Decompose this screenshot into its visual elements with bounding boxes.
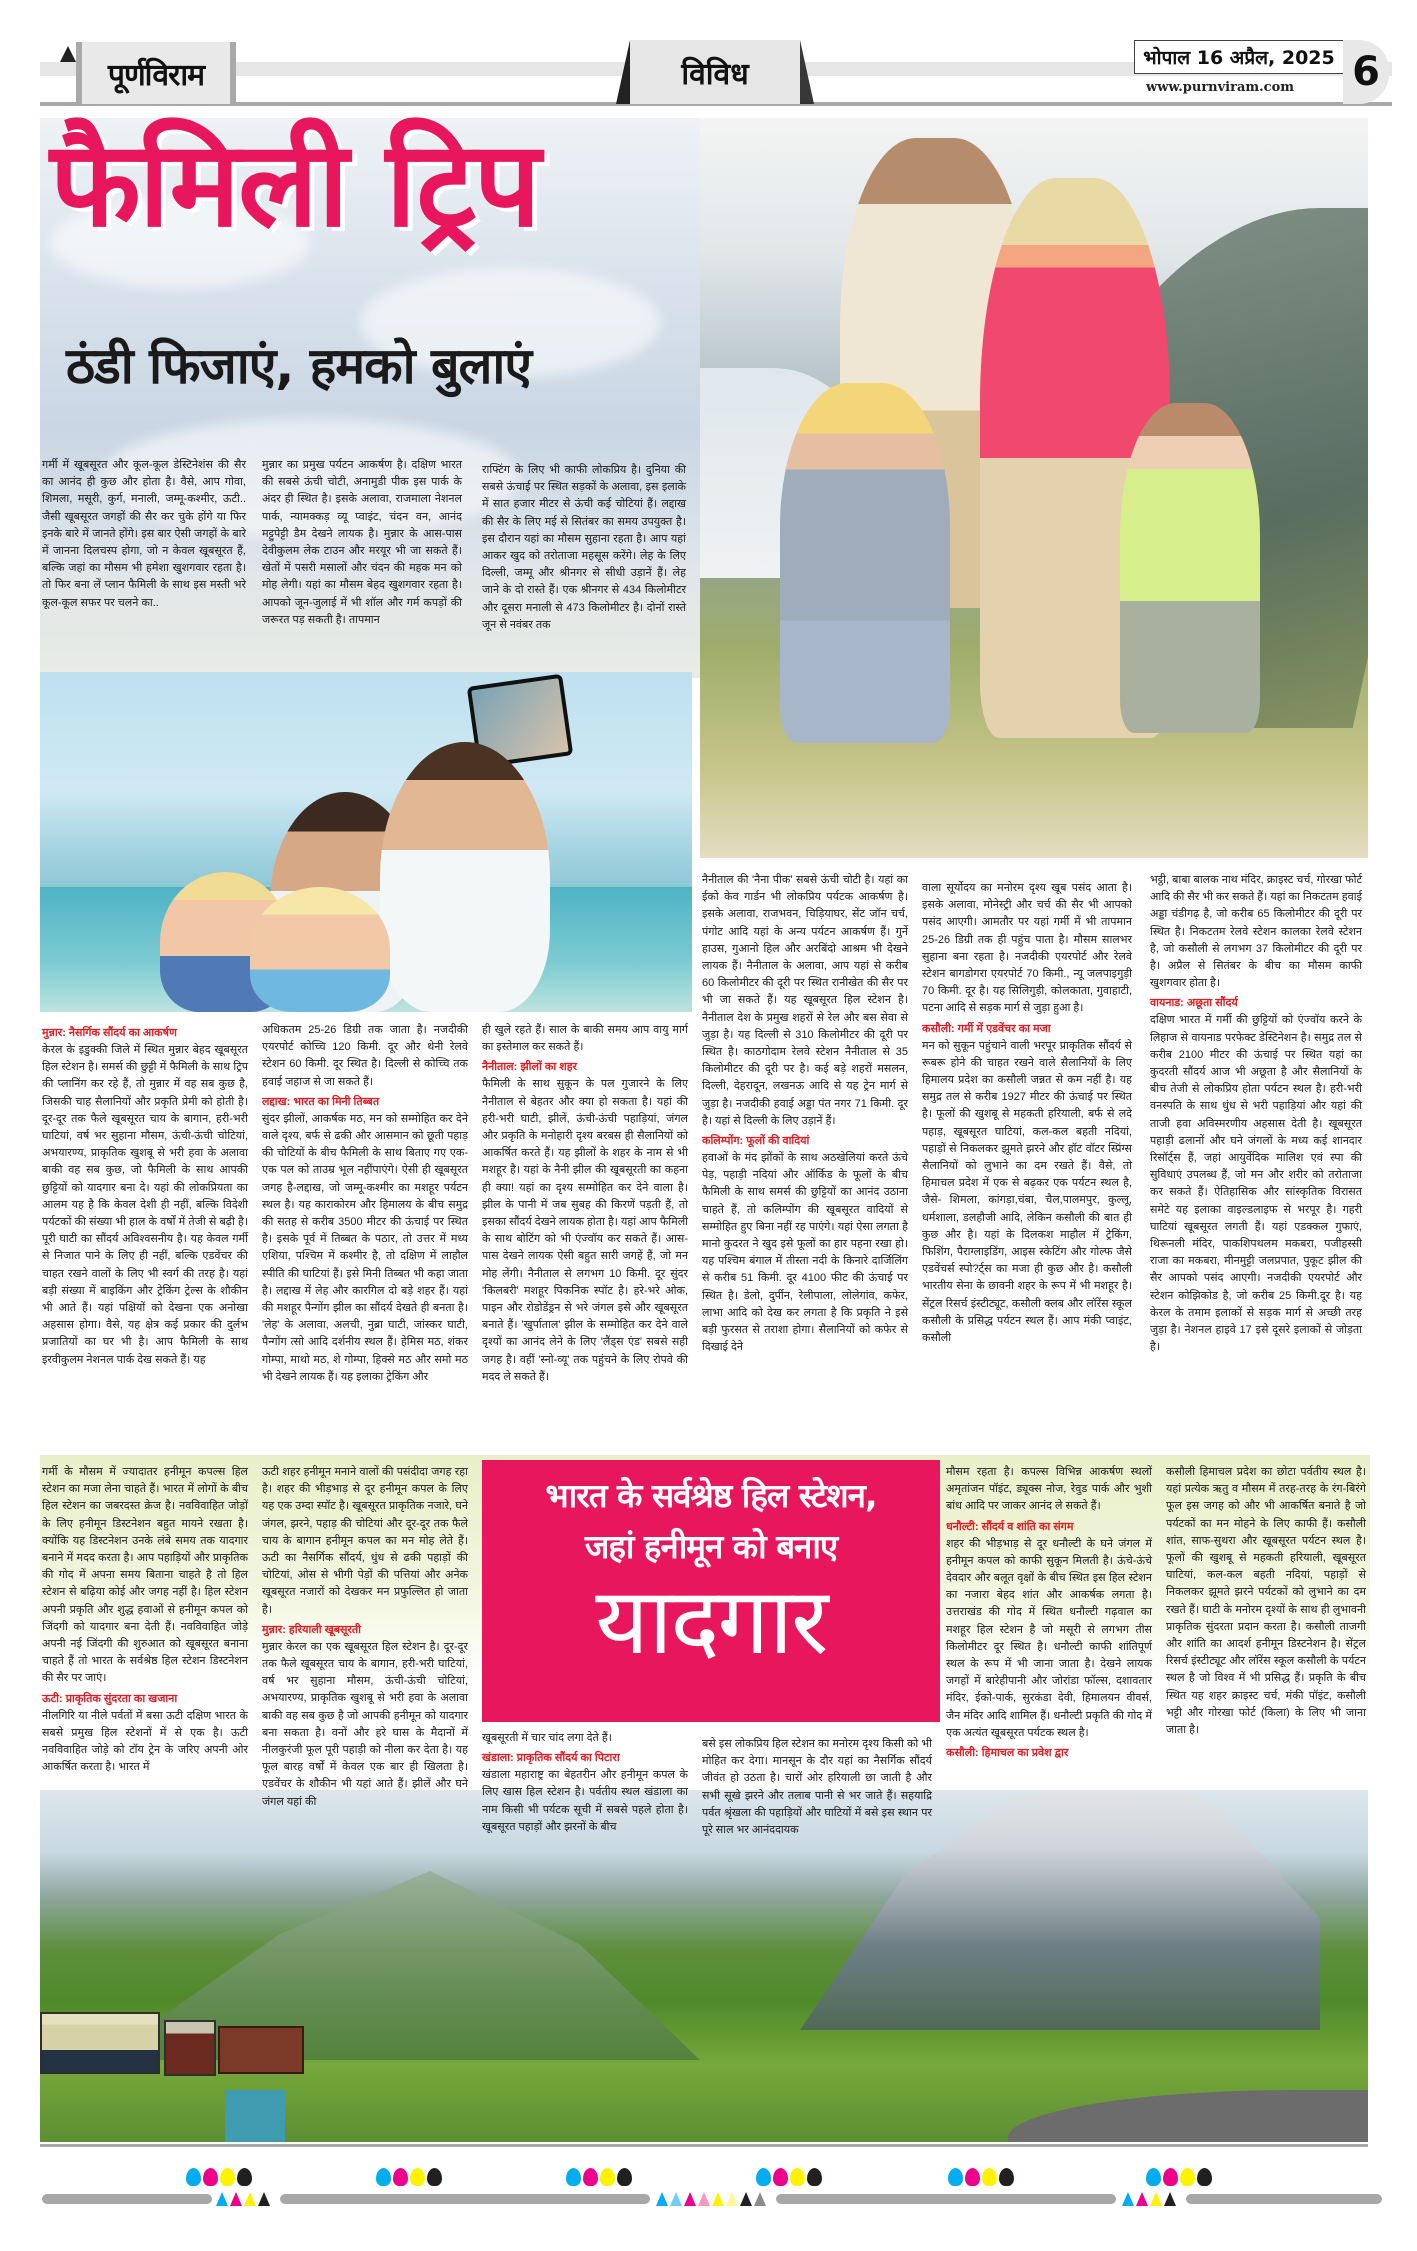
honeymoon-column-6 [1166,1464,1366,1739]
section-subhead: खंडाला: प्राकृतिक सौंदर्य का पिटारा [482,1752,620,1765]
section-subhead: वायनाड: अछूता सौंदर्य [1150,997,1238,1010]
body-paragraph: फैमिली के साथ सुकून के पल गुजारने के लिए नैनीताल से बेहतर और क्या हो सकता है। यहां की हरी-भरी घाटी, झीलें, ऊंची-ऊंची पहाड़ियां, जंगल और प्रकृति के मनोहारी दृश्य बरबस ही सैलानियों को आकर्षित करते हैं। यह झीलों के शहर के नाम से भी मशहूर है। यहां के नैनी झील की खूबसूरती का कहना ही क्या! यहां का दृश्य सम्मोहित कर देने वाला है। झील के पानी में जब सुबह की किरणें पड़ती हैं, तो इसका सौंदर्य देखने लायक होता है। यहां आप फैमिली के साथ बोटिंग को भी एंज्वॉय कर सकते हैं। आस-पास देखने लायक ऐसी बहुत सारी जगहें हैं, जो मन मोह लेंगी। नैनीताल से लगभग 10 किमी. दूर सुंदर 'किलबरी' मशहूर पिकनिक स्पॉट है। हरे-भरे ओक, पाइन और रोडोडेंड्रन से भरे जंगल इसे और खूबसूरत बनाते हैं। 'खुर्पाताल' झील के सम्मोहित कर देने वाले दृश्यों का आनंद लेने के लिए 'लैंड्स एंड' सबसे सही जगह है। वहीं 'स्नो-व्यू' तक पहुंचने के लिए रोपवे की मदद ले सकते हैं। [482,1078,688,1383]
body-paragraph: गर्मी के मौसम में ज्यादातर हनीमून कपल्स हिल स्टेशन का मजा लेना चाहते हैं। भारत में लोगों के बीच हिल स्टेशन का जबरदस्त क्रेज है। नवविवाहित जोड़ों के लिए हनीमून डिस्टनेशन बहुत मायने रखता है। क्योंकि यह डिस्टनेशन उनके लंबे समय तक यादगार बनाने में मदद करता है। आप पहाड़ियों और प्राकृतिक की गोद में अपना समय बिताना चाहते है तो हिल स्टेशन से बढ़िया कोई और जगह नहीं है। हिल स्टेशन अपनी प्रकृति और शुद्ध हवाओं से हनीमून कपल को जिंदगी को यादगार बना देती हैं। नवविवाहित जोड़े अपनी नई जिंदगी की शुरुआत को खूबसूरत बनाना चाहते हैं तो भारत के सर्वश्रेष्ठ हिल स्टेशन डिस्टनेशन की सैर पर जाएं। [42,1466,248,1685]
registration-marks [0,2168,1417,2188]
section-subhead: मुन्नार: नैसर्गिक सौंदर्य का आकर्षण [42,1027,177,1039]
body-paragraph: खंडाला महाराष्ट्र का बेहतरीन और हनीमून कपल के लिए खास हिल स्टेशन है। पर्वतीय स्थल खंडाला का नाम किसी भी पर्यटक सूची में सबसे पहले होता है। खूबसूरत पहाड़ों और झरनों के बीच [482,1769,688,1833]
cmyk-triangles [216,2192,270,2206]
body-paragraph: हवाओं के मंद झोंकों के साथ अठखेलियां करते ऊंचे पेड़, पहाड़ी नदियां और ऑर्किड के फूलों के बीच फैमिली के साथ समर्स की छुट्टियों का आनंद उठाना चाहते हैं, तो कलिम्पोंग की खूबसूरत वादियों से सम्मोहित हुए बिना नहीं रह पाएंगे। यहां ऐसा लगता है मानो कुदरत ने खुद इसे फूलों का हार पहना रखा हो। यह पश्चिम बंगाल में तीस्ता नदी के किनारे दार्जिलिंग से करीब 51 किमी. दूर 4100 फीट की ऊंचाई पर स्थित है। डेलो, दुर्पीन, रेलीपाला, लोलेगांव, कफेर, लाभा आदि को देख कर लगता है कि प्रकृति ने इसे बड़ी फुरसत से तराशा होगा। सैलानियों को कफेर से दिखाई देने [702,1152,908,1354]
toy-train-in-photo [40,2012,310,2082]
body-paragraph: सुंदर झीलों, आकर्षक मठ, मन को सम्मोहित कर देने वाले दृश्य, बर्फ से ढकी और आसमान को छूती पहाड़ की चोटियों के बीच फैमिली के साथ बिताए गए एक-एक पल को ताउम्र भूल नहींपाएंगे। ऐसी ही खूबसूरत जगह है-लद्दाख, जो जम्मू-कश्मीर का मशहूर पर्यटन स्थल है। यह काराकोरम और हिमालय के बीच समुद्र की सतह से करीब 3500 मीटर की ऊंचाई पर स्थित है। इसके पूर्व में तिब्बत के पठार, तो उत्तर में मध्य एशिया, पश्चिम में कश्मीर है, तो दक्षिण में लाहौल स्पीति की घाटियां हैं। इसे मिनी तिब्बत भी कहा जाता है। लद्दाख में लेह और कारगिल दो बड़े शहर हैं। यहां की मशहूर पैन्गोंग झील का सौंदर्य देखते ही बनता है। 'लेह' के अलावा, अलची, नुब्रा घाटी, जांस्कर घाटी, पैन्गोंग त्सो आदि दर्शनीय स्थल हैं। हेमिस मठ, शंकर गोम्पा, माथो मठ, शे गोम्पा, हिक्से मठ और समो मठ भी देखने लायक हैं। यह इलाका ट्रेकिंग और [262,1112,468,1383]
honeymoon-column-1 [42,1464,248,1776]
section-label-box [630,40,800,104]
article-column-3 [482,1022,688,1386]
headline: फैमिली ट्रिप [50,115,539,253]
cmyk-dots [948,2168,1014,2186]
photo-figure-boy [780,383,950,743]
family-beach-selfie-photo [40,672,692,1012]
body-paragraph: शहर की भीड़भाड़ से दूर धनौल्टी के घने जंगल में हनीमून कपल को काफी सुकून मिलती है। ऊंचे-ऊंचे देवदार और बलूत वृक्षों के बीच स्थित इस हिल स्टेशन का नजारा बेहद शांत और आकर्षक लगता है। उत्तराखंड की गोद में स्थित धनौल्टी गढ़वाल का मशहूर हिल स्टेशन है जो मसूरी से लगभग तीस किलोमीटर दूर स्थित है। धनौल्टी काफी शांतिपूर्ण स्थल के रूप में भी जाना जाता है। देखने लायक जगहों में बारेहीपानी और जोरांडा फॉल्स, दशावतार मंदिर, ईको-पार्क, सुरकंडा देवी, हिमालयन वीवर्स, जैन मंदिर आदि शामिल हैं। धनौल्टी प्रकृति की गोद में एक अत्यंत खूबसूरत पर्यटक स्थल है। [946,1537,1152,1739]
cmyk-triangles [656,2192,766,2206]
section-subhead: नैनीताल: झीलों का शहर [482,1061,578,1074]
body-paragraph: भट्ठी, बाबा बालक नाथ मंदिर, क्राइस्ट चर्च, गोरखा फोर्ट आदि की सैर भी कर सकते हैं। यहां का निकटतम हवाई अड्डा चंडीगढ़ है, जो करीब 65 किलोमीटर की दूरी पर स्थित है। निकटतम रेलवे स्टेशन कालका रेलवे स्टेशन है, जो कसौली से लगभग 37 किलोमीटर की दूरी पर है। अप्रैल से सितंबर के बीच का मौसम काफी खुशगवार होता है। [1150,874,1362,990]
article-column-5 [922,880,1132,1347]
brand-logo-box[interactable] [76,42,236,104]
print-strip [280,2194,650,2204]
dateline-block [1134,38,1346,104]
body-paragraph: नीलगिरि या नीले पर्वतों में बसा ऊटी दक्षिण भारत के सबसे प्रमुख हिल स्टेशनों में से एक है। ऊटी नवविवाहित जोड़े को टॉय ट्रेन के जरिए अपनी ओर आकर्षित करता है। भारत में [42,1709,248,1774]
body-paragraph: अधिकतम 25-26 डिग्री तक जाता है। नजदीकी एयरपोर्ट कोच्चि 120 किमी. दूर और थेनी रेलवे स्टेशन 60 किमी. दूर स्थित है। दिल्ली से कोच्चि तक हवाई जहाज से जा सकते हैं। [262,1024,468,1088]
subheadline: ठंडी फिजाएं, हमको बुलाएं [66,337,532,395]
section-subhead: लद्दाख: भारत का मिनी तिब्बत [262,1095,380,1108]
intro-column-1 [42,457,246,612]
honeymoon-column-5 [946,1464,1152,1762]
body-paragraph: खूबसूरती में चार चांद लगा देते हैं। [482,1732,612,1744]
section-subhead: मुन्नार: हरियाली खूबसूरती [262,1623,362,1636]
intro-column-2 [262,457,462,629]
banner-line-2: जहां हनीमून को बनाए [584,1527,838,1566]
section-subhead: ऊटी: प्राकृतिक सुंदरता का खजाना [42,1692,178,1705]
body-paragraph: दक्षिण भारत में गर्मी की छुट्टियों को एंज्वॉय करने के लिहाज से वायनाड परफेक्ट डेस्टिनेशन है। समुद्र तल से करीब 2100 मीटर की ऊंचाई पर स्थित यहां का कुदरती सौंदर्य आज भी अछूता है और सैलानियों के बीच तेजी से लोकप्रिय होता पर्यटन स्थल है। हरी-भरी वनस्पति के साथ धुंध से भरी पहाड़ियां और यहां की ताजी हवा अविस्मरणीय अहसास देती है। खूबसूरत पहाड़ी ढलानों और घने जंगलों के मध्य कई शानदार रिसॉर्ट्स हैं, जहां आयुर्वेदिक मालिश एवं स्पा की सुविधाएं उपलब्ध हैं, जो मन और शरीर को तरोताजा कर सकते हैं। ऐतिहासिक और सांस्कृतिक विरासत समेटे यह इलाका वाइल्डलाइफ से भरपूर है। गहरी घाटियां खूबसूरत लगती हैं। यहां एडक्कल गुफाएं, थिरूनली मंदिर, पाकशिपथलम मकबरा, पजीहस्सी राजा का मकबरा, मीनमुट्टी जलप्रपात, पुकूट झील की सैर आपको पसंद आएगी। नजदीकी एयरपोर्ट और स्टेशन कोझिकोड है, जो करीब 25 किमी.दूर है। यह केरल के तमाम इलाकों से सड़क मार्ग से अच्छी तरह जुड़ा है। नेशनल हाइवे 17 इसे दूसरे इलाकों से जोड़ता है। [1150,1014,1362,1354]
masthead [40,36,1392,106]
body-paragraph: केरल के इडुक्की जिले में स्थित मुन्नार बेहद खूबसूरत हिल स्टेशन है। समर्स की छुट्टी में फैमिली के साथ ट्रिप की प्लानिंग कर रहे हैं, तो मुन्नार में वह सब कुछ है, जिसकी चाह सैलानियों और प्रकृति प्रेमी को होती है। दूर-दूर तक फैले खूबसूरत चाय के बागान, हरी-भरी घाटियां, वर्ष भर सुहाना मौसम, ऊंची-ऊंची चोटियां, अभयारण्य, प्राकृतिक खुशबू से भरी हवा के अलावा बाकी वह सब कुछ, जो फैमिली के साथ आपकी छुट्टियों को यादगार बना दे। यहां की लोकप्रियता का आलम यह है कि केवल देशी ही नहीं, बल्कि विदेशी पर्यटकों की संख्या भी हाल के वर्षों में तेजी से बढ़ी है। पूरी घाटी का सौंदर्य अविश्वसनीय है। यह केवल गर्मी से निजात पाने के लिए ही नहीं, बल्कि एडवेंचर की चाहत रखने वालों के लिए भी स्वर्ग की तरह है। यहां बड़ी संख्या में बाइकिंग और ट्रेकिंग ट्रेल्स के शौकीन भी आते हैं। यहां पक्षियों को देखना एक अनोखा अहसास होगा। वैसे, यह क्षेत्र कई प्रकार की दुर्लभ प्रजातियों का घर भी है। आप फैमिली के साथ इरवीकुलम नेशनल पार्क देख सकते हैं। यह [42,1044,248,1366]
body-paragraph: मौसम रहता है। कपल्स विभिन्न आकर्षण स्थलों अमृतांजन पॉइंट, ड्यूक्स नोज, रेवुड पार्क और भुशी बांध आदि पर जाकर आनंद ले सकते हैं। [946,1466,1152,1513]
article-column-6 [1150,872,1362,1356]
body-paragraph: बसे इस लोकप्रिय हिल स्टेशन का मनोरम दृश्य किसी को भी मोहित कर देगा। मानसून के दौर यहां का नैसर्गिक सौंदर्य जीवंत हो उठता है। चारों ओर हरियाली छा जाती है और सभी सूखे झरने और तलाब पानी से भर जाते हैं। सहयाद्रि पर्वत श्रृंखला की पहाड़ियों और घाटियों में बसे इस स्थान पर पूरे साल भर आनंददायक [702,1738,932,1837]
honeymoon-column-3 [482,1730,688,1836]
body-paragraph: नैनीताल की 'नैना पीक' सबसे ऊंची चोटी है। यहां का ईको केव गार्डन भी लोकप्रिय पर्यटक आकर्षण है। इसके अलावा, राजभवन, चिड़ियाघर, सेंट जॉन चर्च, पंगोट आदि यहां के अन्य पर्यटन आकर्षण हैं। गुर्ने हाउस, गुआनो हिल और अरबिंदो आश्रम भी देखने लायक हैं। नैनीताल के अलावा, आप यहां से करीब 60 किलोमीटर की दूरी पर स्थित रानीखेत की सैर पर भी जा सकते हैं। यह खूबसूरत हिल स्टेशन है। नैनीताल देश के प्रमुख शहरों से रेल और बस सेवा से जुड़ा है। यह दिल्ली से 310 किलोमीटर की दूरी पर स्थित है। काठगोदाम रेलवे स्टेशन नैनीताल से 35 किलोमीटर की दूरी पर है। कई बड़े शहरों मसलन, दिल्ली, देहरादून, लखनऊ आदि से यह ट्रेन मार्ग से जुड़ा है। नजदीकी हवाई अड्डा पंत नगर 71 किमी. दूर है। यहां से दिल्ली के लिए उड़ानें हैं। [702,874,908,1127]
intro-paragraph: गर्मी में खूबसूरत और कूल-कूल डेस्टिनेशंस की सैर का आनंद ही कुछ और होता है। वैसे, आप गोवा, शिमला, मसूरी, कुर्ग, मनाली, जम्मू-कश्मीर, ऊटी.. जैसी खूबसूरत जगहों की सैर कर चुके होंगे या फिर इनके बारे में जानते होंगे। इस बार ऐसी जगहों के बारे में जानना दिलचस्प होगा, जो न केवल खूबसूरत हैं, बल्कि जहां का मौसम भी हमेशा खुशगवार रहता है। तो फिर बना लें प्लान फैमिली के साथ इस मस्ती भरे कूल-कूल सफर पर चलने का.. [42,459,246,609]
body-paragraph: कसौली हिमाचल प्रदेश का छोटा पर्वतीय स्थल है। यहां प्रत्येक ऋतु व मौसम में तरह-तरह के रंग-बिरंगे फूल इस जगह को और भी आकर्षित बनाते है जो पर्यटकों का मन मोहने के लिए काफी हैं। कसौली शांत, साफ-सुथरा और खूबसूरत पर्यटन स्थल है। फूलों की खुशबू से महकती हरियाली, खूबसूरत घाटियां, कल-कल बहती नदियां, पहाड़ों से निकलकर झूमते झरने पर्यटकों को लुभाने का दम रखते हैं। घाटी के मनोरम दृश्यों के साथ ही लुभावनी प्राकृतिक सुंदरता प्रदान करता है। कसौली ताजगी और शांति का आदर्श हनीमून डिस्टनेशन है। सेंट्रल रिसर्च इंस्टीट्यूट और लॉरेंस स्कूल कसौली के पर्यटन स्थल है जो विश्व में भी प्रसिद्ध हैं। प्रकृति के बीच स्थित यह शहर क्राइस्ट चर्च, मंकी पॉइंट, कसौली भट्टी और गोरखा फोर्ट (किला) के लिए भी जाना जाता है। [1166,1466,1366,1737]
body-paragraph: ही खुले रहते हैं। साल के बाकी समय आप वायु मार्ग का इस्तेमाल कर सकते हैं। [482,1024,688,1054]
body-paragraph: मन को सुकून पहुंचाने वाली भरपूर प्राकृतिक सौंदर्य से रूबरू होने की चाहत रखने वाले सैलानियों के लिए हिमालय प्रदेश का कसौली जन्नत से कम नहीं है। यह समुद्र तल से करीब 1927 मीटर की ऊंचाई पर स्थित है। फूलों की खुशबू से महकती हरियाली, बर्फ से लदे पहाड़, खूबसूरत घाटियां, कल-कल बहती नदियां, पहाड़ों से निकलकर झूमते झरने और हॉट वॉटर स्प्रिंग्स सैलानियों को लुभाने का दम रखते हैं। वैसे, तो हिमाचल प्रदेश में एक से बढ़कर एक पर्यटन स्थल है, जैसे- शिमला, कांगड़ा,चंबा, चैल,पालमपुर, कुल्लू, धर्मशाला, डलहौजी आदि, लेकिन कसौली की बात ही कुछ और है। यहां के दिलकश माहौल में ट्रेकिंग, फिशिंग, पैराग्लाइडिंग, आइस स्केटिंग और गोल्फ जैसे एडवेंचर्स स्पो?र्ट्स का मजा ही कुछ और है। कसौली भारतीय सेना के छावनी शहर के रूप में भी मशहूर है। सेंट्रल रिसर्च इंस्टीट्यूट, कसौली क्लब और लॉरेंस स्कूल कसौली के प्रसिद्ध पर्यटन स्थल हैं। आप मंकी प्वाइंट, कसौली [922,1039,1132,1345]
section-subhead: कसौली: गर्मी में एडवेंचर का मजा [922,1022,1051,1035]
cmyk-dots [566,2168,632,2186]
section-subhead: धनौल्टी: सौंदर्य व शांति का संगम [946,1520,1074,1533]
banner-line-1: भारत के सर्वश्रेष्ठ हिल स्टेशन, [545,1476,877,1515]
dateline: भोपाल 16 अप्रैल, 2025 [1134,40,1344,74]
section-subhead: कलिम्पोंग: फूलों की वादियां [702,1135,810,1148]
body-paragraph: मुन्नार केरल का एक खूबसूरत हिल स्टेशन है। दूर-दूर तक फैले खूबसूरत चाय के बागान, हरी-भरी घाटियां, वर्ष भर सुहाना मौसम, ऊंची-ऊंची चोटियां, अभयारण्य, प्राकृतिक खुशबू से भरी हवा के अलावा बाकी वह सब कुछ है जो आपकी हनीमून को यादगार बना सकता है। वनों और हरे घास के मैदानों में नीलकुरंजी फूल पूरी पहाड़ी को नीला कर देता है। यह फूल बारह वर्षों में केवल एक बार ही खिलता है। एडवेंचर के शौकीन भी यहां आते हैं। झीलें और घने जंगल यहां की [262,1640,468,1808]
hill-station-landscape-photo [40,1790,1368,2142]
cmyk-dots [186,2168,252,2186]
family-hiking-photo [700,118,1368,858]
print-strip [1186,2194,1382,2204]
brand-logo: पूर्णविराम [107,57,205,93]
website-link[interactable]: www.purnviram.com [1146,80,1295,95]
print-strip [42,2194,212,2204]
intro-paragraph: मुन्नार का प्रमुख पर्यटन आकर्षण है। दक्षिण भारत की सबसे ऊंची चोटी, अनामुडी पीक इस पार्क के अंदर ही स्थित है। इसके अलावा, राजमाला नेशनल पार्क, न्यामक्कड़ व्यू प्वाइंट, चंदन वन, आनंद मट्टुपेट्टी डैम देखने लायक है। मुन्नार के आस-पास देवीकुलम लेक टाउन और मरयूर भी जा सकते हैं। खेतों में पसरी मसालों और चंदन की महक मन को मोह लेगी। यहां का मौसम बेहद खुशगवार रहता है। आपको जून-जुलाई में भी शॉल और गर्म कपड़ों की जरूरत पड़ सकती है। तापमान [262,459,462,626]
body-paragraph: ऊटी शहर हनीमून मनाने वालों की पसंदीदा जगह रहा है। शहर की भीड़भाड़ से दूर हनीमून कपल के लिए यह एक उम्दा स्पॉट है। खूबसूरत प्राकृतिक नजारे, घने जंगल, झरने, पहाड़ की चोटियां और दूर-दूर तक फैले चाय के बागान हनीमून कपल का मन मोह लेते हैं। ऊटी का नैसर्गिक सौंदर्य, धुंध से ढकी पहाड़ों की चोटियां, ओस से भीगी पेड़ों की पत्तियां और अनेक खूबसूरत नजारों को देखकर मन प्रफुल्लित हो जाता है। [262,1466,468,1616]
print-strip [776,2194,1116,2204]
article-column-2 [262,1022,468,1386]
section-title: विविध [681,56,749,92]
cmyk-dots [1146,2168,1212,2186]
honeymoon-headline-banner [482,1460,940,1722]
intro-column-3 [482,462,686,634]
section-subhead: कसौली: हिमाचल का प्रवेश द्वार [946,1747,1069,1760]
body-paragraph: वाला सूर्योदय का मनोरम दृश्य खूब पसंद आता है। इसके अलावा, मोनेस्ट्री और चर्च की सैर भी आपको पसंद आएगी। आमतौर पर यहां गर्मी में भी तापमान 25-26 डिग्री तक ही पहुंच पाता है। मौसम सालभर सुहाना बना रहता है। नजदीकी एयरपोर्ट और रेलवे स्टेशन बागडोगरा एयरपोर्ट 70 किमी., न्यू जलपाइगुड़ी 70 किमी. दूर है। यह सिलिगुड़ी, कोलकाता, गुवाहाटी, पटना आदि से सड़क मार्ग से जुड़ा हुआ है। [922,882,1132,1015]
honeymoon-column-4 [702,1736,932,1839]
banner-line-3: यादगार [595,1568,827,1675]
cmyk-dots [376,2168,442,2186]
honeymoon-column-2 [262,1464,468,1811]
photo-figure-girl [1120,403,1260,733]
article-column-4 [702,872,908,1356]
article-column-1 [42,1022,248,1369]
road-in-photo [1008,2090,1368,2142]
cmyk-triangles [1122,2192,1176,2206]
cmyk-dots [756,2168,822,2186]
page-number: 6 [1343,40,1389,104]
footer-rule [40,2144,1368,2147]
intro-paragraph: राफ्टिंग के लिए भी काफी लोकप्रिय है। दुनिया की सबसे ऊंचाई पर स्थित सड़कों के अलावा, इस इलाके में सात हजार मीटर से ऊंची कई चोटियां हैं। लद्दाख की सैर के लिए मई से सितंबर का समय उपयुक्त है। इस दौरान यहां का मौसम सुहाना रहता है। आप यहां आकर खुद को तरोताजा महसूस करेंगे। लेह के लिए दिल्ली, जम्मू और श्रीनगर से सीधी उड़ानें हैं। लेह जाने के दो रास्ते हैं। एक श्रीनगर से 434 किलोमीटर और दूसरा मनाली से 473 किलोमीटर है। दोनों रास्ते जून से नवंबर तक [482,464,686,631]
